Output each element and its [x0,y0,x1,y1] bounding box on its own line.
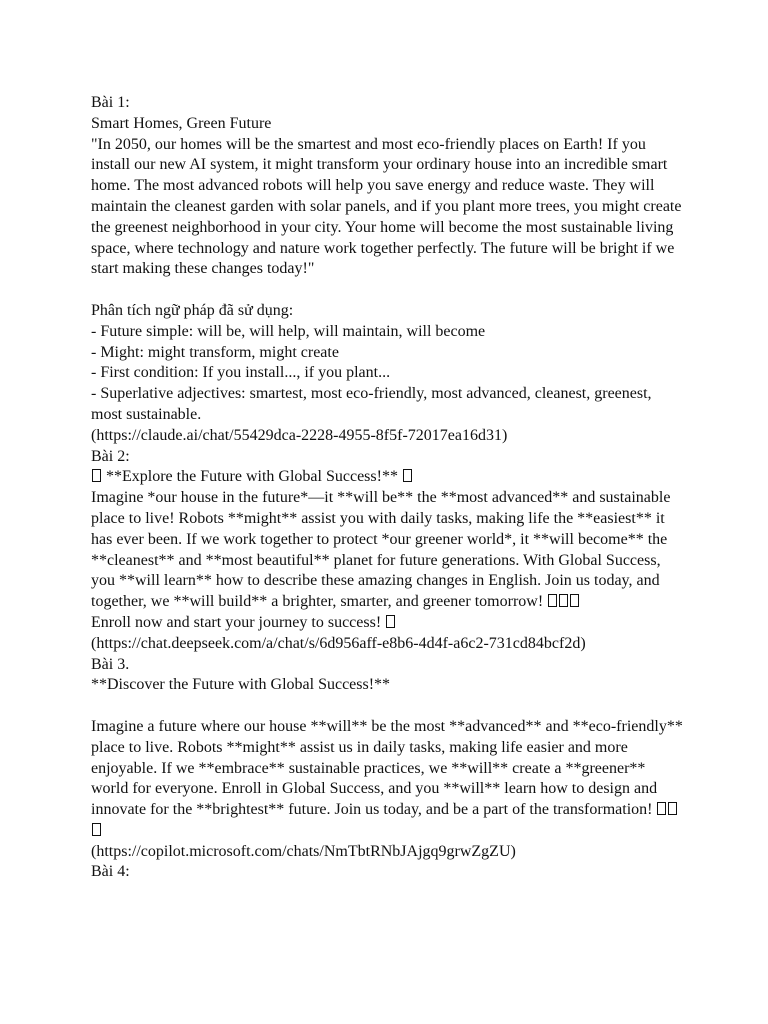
bai2-heading: Bài 2: [91,447,130,465]
bai3-passage: Imagine a future where our house **will** be the most **advanced** and **eco-friendly** place to live. Robots **might** assist us in daily tasks, making life easier and more enjoyable. If we **embrace** sustainable practices, we **will** create a **greener** world for everyone. Enroll in Global Success, and you **will** learn how to design and innovate for the **brightest** future. Join us today, and be a part of the transformation! [91,717,683,819]
bai3-passage-block [91,717,683,842]
bai2-title-line [91,467,691,488]
bai3-source-link: (https://copilot.microsoft.com/chats/NmTbtRNbJAjgq9grwZgZU) [91,842,516,860]
bai1-source-link: (https://claude.ai/chat/55429dca-2228-4955-8f5f-72017ea16d31) [91,426,508,444]
missing-glyph-icon [548,594,557,607]
bai4-heading: Bài 4: [91,863,130,881]
bai2-cta-line [91,613,691,634]
bai3-heading: Bài 3. [91,655,130,673]
missing-glyph-icon [570,594,579,607]
bai2-cta: Enroll now and start your journey to success! [91,613,382,631]
bai3-title: **Discover the Future with Global Success!** [91,676,391,694]
bai1-analysis-item: - Might: might transform, might create [91,343,339,361]
bai2-source-link: (https://chat.deepseek.com/a/chat/s/6d956aff-e8b6-4d4f-a6c2-731cd84bcf2d) [91,634,586,652]
bai1-analysis-item: - Superlative adjectives: smartest, most eco-friendly, most advanced, cleanest, greenest, most sustainable. [91,385,652,423]
bai1-passage: "In 2050, our homes will be the smartest and most eco-friendly places on Earth! If you install our new AI system, it might transform your ordinary house into an incredible smart home. The most advanced robots will help you save energy and reduce waste. They will maintain the cleanest garden with solar panels, and if you plant more trees, you might create the greenest neighborhood in your city. Your home will become the most sustainable living space, where technology and nature work together perfectly. The future will be bright if we start making these changes today!" [91,135,682,278]
bai1-heading: Bài 1: [91,94,130,111]
missing-glyph-icon [92,823,101,836]
bai1-analysis-item: - First condition: If you install..., if you plant... [91,364,391,382]
bai2-passage: Imagine *our house in the future*—it **will be** the **most advanced** and sustainable place to live! Robots **might** assist you with daily tasks, making life the **easiest** it has ever been. If we work together to protect *our greener world*, it **will become** the **cleanest** and **most beautiful** planet for future generations. With Global Success, you **will learn** how to describe these amazing changes in English. Join us today, and together, we **will build** a brighter, smarter, and greener tomorrow! [91,489,671,611]
missing-glyph-icon [386,615,395,628]
missing-glyph-icon [668,802,677,815]
missing-glyph-icon [92,469,101,482]
bai1-title: Smart Homes, Green Future [91,114,272,132]
missing-glyph-icon [657,802,666,815]
missing-glyph-icon [559,594,568,607]
bai2-title: **Explore the Future with Global Success!** [106,468,398,486]
bai2-passage-block [91,488,683,613]
missing-glyph-icon [403,469,412,482]
document-page [91,93,691,883]
bai1-analysis-heading: Phân tích ngữ pháp đã sử dụng: [91,301,294,319]
blank-line [91,280,691,301]
blank-line [91,696,691,717]
bai1-analysis-item: - Future simple: will be, will help, will maintain, will become [91,322,486,340]
